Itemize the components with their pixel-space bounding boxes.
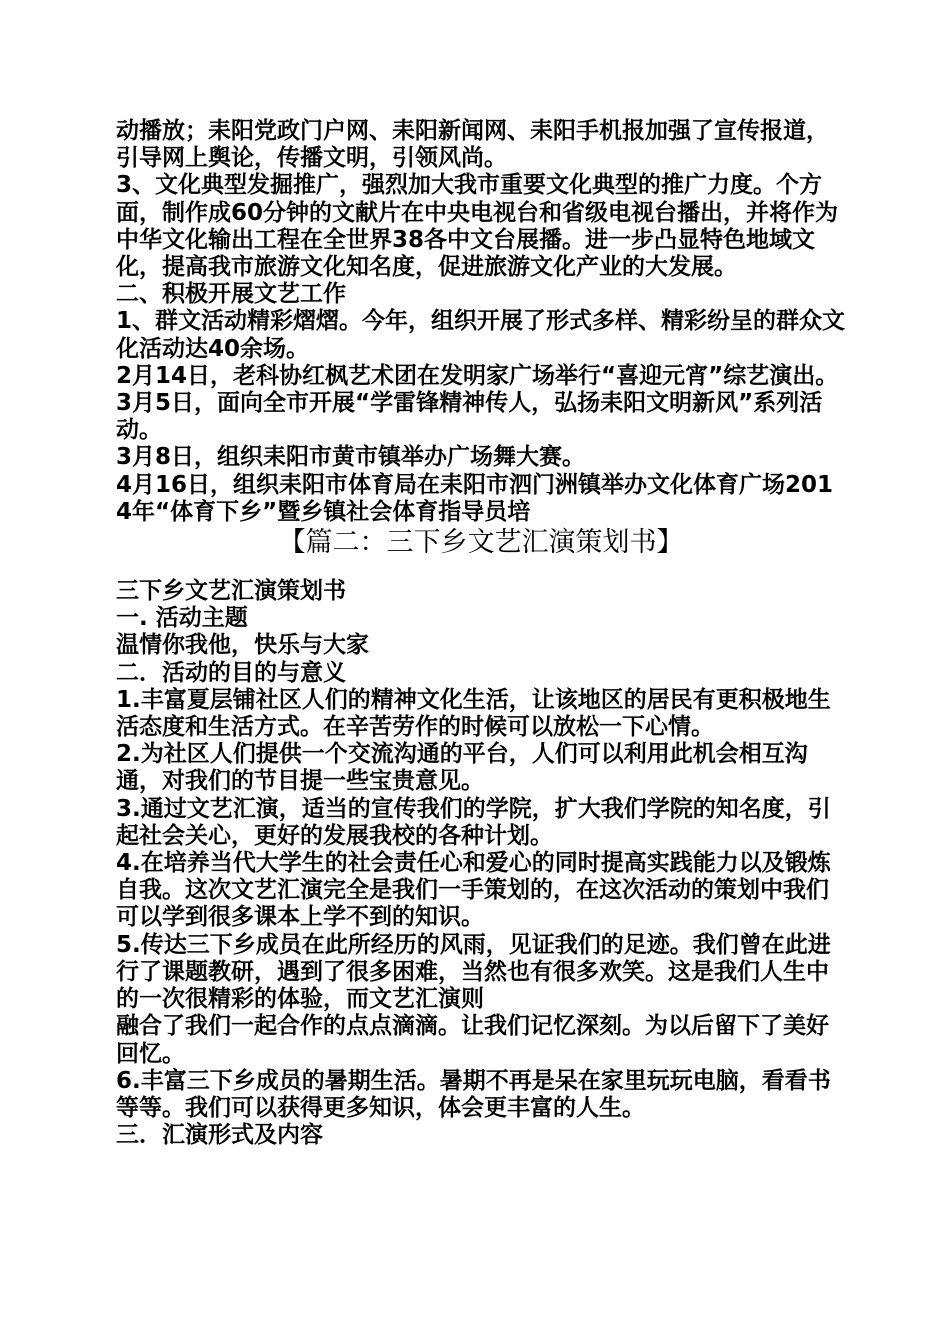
paragraph-purpose-1: 1.丰富夏层铺社区人们的精神文化生活，让该地区的居民有更积极地生活态度和生活方式。在辛苦劳作的时候可以放松一下心情。 <box>116 686 831 741</box>
paragraph-purpose-3: 3.通过文艺汇演，适当的宣传我们的学院，扩大我们学院的知名度，引起社会关心，更好的发展我校的各种计划。 <box>116 795 831 849</box>
paragraph-mar-5: 3月5日，面向全市开展“学雷锋精神传人，弘扬耒阳文明新风”系列活动。 <box>116 390 823 444</box>
heading-performance-form: 三．汇演形式及内容 <box>116 1122 323 1149</box>
document-body <box>116 118 846 1149</box>
heading-activity-theme: 一. 活动主题 <box>116 605 248 632</box>
paragraph-apr-16: 4月16日，组织耒阳市体育局在耒阳市泗门洲镇举办文化体育广场2014年“体育下乡”暨乡镇社会体育指导员培 <box>116 471 834 525</box>
paragraph-purpose-4: 4.在培养当代大学生的社会责任心和爱心的同时提高实践能力以及锻炼自我。这次文艺汇演完全是我们一手策划的，在这次活动的策划中我们可以学到很多课本上学不到的知识。 <box>116 850 831 931</box>
heading-art-work: 二、积极开展文艺工作 <box>116 281 346 308</box>
paragraph-purpose-5-cont: 融合了我们一起合作的点点滴滴。让我们记忆深刻。为以后留下了美好回忆。 <box>116 1013 829 1067</box>
section-title: 【篇二：三下乡文艺汇演策划书】 <box>278 527 684 559</box>
paragraph-broadcast: 动播放；耒阳党政门户网、耒阳新闻网、耒阳手机报加强了宣传报道，引导网上舆论，传播文明，引领风尚。 <box>116 118 829 172</box>
paragraph-feb-14: 2月14日，老科协红枫艺术团在发明家广场举行“喜迎元宵”综艺演出。 <box>116 362 839 389</box>
paragraph-purpose-2: 2.为社区人们提供一个交流沟通的平台，人们可以利用此机会相互沟通，对我们的节目提一些宝贵意见。 <box>116 741 808 795</box>
paragraph-cultural-typical: 3、文化典型发掘推广，强烈加大我市重要文化典型的推广力度。个方面，制作成60分钟的文献片在中央电视台和省级电视台播出，并将作为中华文化输出工程在全世界38各中文台展播。进一步凸显特色地域文化，提高我市旅游文化知名度，促进旅游文化产业的大发展。 <box>116 172 839 281</box>
paragraph-purpose-5: 5.传达三下乡成员在此所经历的风雨，见证我们的足迹。我们曾在此进行了课题教研，遇到了很多困难，当然也有很多欢笑。这是我们人生中的一次很精彩的体验，而文艺汇演则 <box>116 931 831 1013</box>
plan-title: 三下乡文艺汇演策划书 <box>116 578 346 605</box>
paragraph-mass-culture: 1、群文活动精彩熠熠。今年，组织开展了形式多样、精彩纷呈的群众文化活动达40余场。 <box>116 308 846 362</box>
heading-purpose: 二．活动的目的与意义 <box>116 659 346 686</box>
paragraph-theme-text: 温情你我他，快乐与大家 <box>116 632 369 659</box>
paragraph-mar-8: 3月8日，组织耒阳市黄市镇举办广场舞大赛。 <box>116 444 586 471</box>
paragraph-purpose-6: 6.丰富三下乡成员的暑期生活。暑期不再是呆在家里玩玩电脑，看看书等等。我们可以获得更多知识，体会更丰富的人生。 <box>116 1067 831 1121</box>
